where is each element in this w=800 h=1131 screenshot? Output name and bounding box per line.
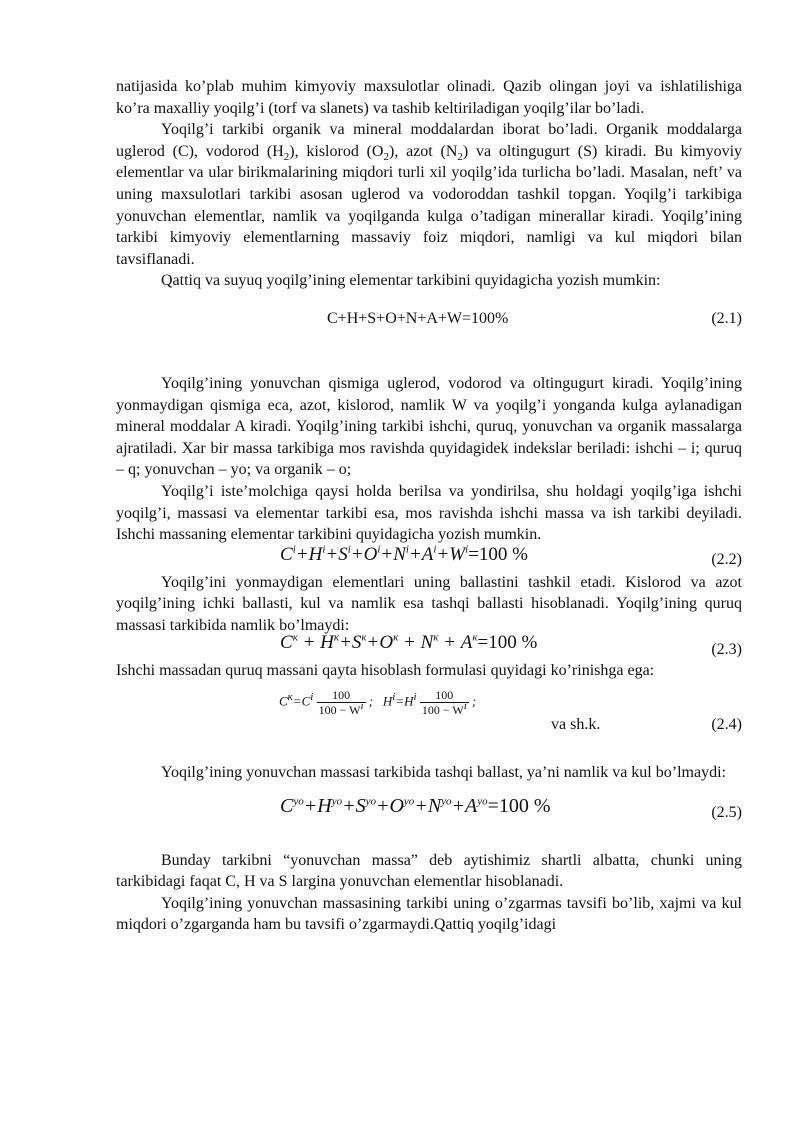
equation-body: $C^к + H^к+S^к+O^к + N^к + A^к=100$ % [280, 632, 538, 654]
equation-note: va sh.k. [551, 716, 601, 734]
equation-number: (2.3) [711, 641, 742, 659]
equation-number: (2.5) [711, 803, 742, 821]
paragraph-1: natijasida ko’plab muhim kimyoviy maxsulotlar olinadi. Qazib olingan joyi va ishlatilishiga ko’ra maxalliy yoqilg’i (torf va slanets) va tashib keltiriladigan yoqilg’ilar bo’ladi. [116, 78, 742, 117]
paragraph-8: Yoqilg’ining yonuvchan massasi tarkibida tashqi ballast, ya’ni namlik va kul bo’lmaydi: [161, 764, 726, 782]
equation-2-5 [116, 784, 742, 834]
equation-body: $C^к=C^i$ $\frac{100}{100 - W^i}$ ; $H^i=H^i$ $\frac{100}{100 - W^i}$ ; [279, 688, 477, 718]
fraction: $\frac{100}{100 - W^i}$ [318, 688, 364, 718]
document-page [116, 76, 742, 936]
equation-body: $C^{yo}+H^{yo}+S^{yo}+O^{yo}+N^{yo}+A^{yo}=100$ % [280, 794, 551, 817]
paragraph-7: Ishchi massadan quruq massani qayta hisoblash formulasi quyidagi ko’rinishga ega: [116, 662, 655, 680]
fraction: $\frac{100}{100 - W^i}$ [421, 688, 467, 718]
equation-body: $C^i+H^i+S^i+O^i+N^i+A^i+W^i=100$ % [280, 543, 528, 565]
equation-2-2 [116, 543, 742, 572]
paragraph-5: Yoqilg’i iste’molchiga qaysi holda berilsa va yondirilsa, shu holdagi yoqilg’iga ishchi yoqilg’i, massasi va elementar tarkibi esa, mos ravishda ishchi massa va ish tarkibi deyiladi. Ishchi massaning elementar tarkibini quyidagicha yozish mumkin. [116, 482, 742, 544]
equation-number: (2.4) [711, 716, 742, 734]
paragraph-9: Bunday tarkibni “yonuvchan massa” deb aytishimiz shartli albatta, chunki uning tarkibidagi faqat C, H va S largina yonuvchan elementlar hisoblanadi. [116, 851, 742, 891]
paragraph-6: Yoqilg’ini yonmaydigan elementlari uning ballastini tashkil etadi. Kislorod va azot yoqilg’ining ichki ballasti, kul va namlik esa tashqi ballasti hisoblanadi. Yoqilg’ining quruq massasi tarkibida namlik bo’lmaydi: [116, 573, 742, 634]
paragraph-10: Yoqilg’ining yonuvchan massasining tarkibi uning o’zgarmas tavsifi bo’lib, xajmi va kul miqdori o’zgarganda ham bu tavsifi o’zgarmaydi.Qattiq yoqilg’idagi [116, 894, 742, 934]
equation-2-1 [116, 292, 742, 346]
equation-body: C+H+S+O+N+A+W=100% [327, 309, 509, 327]
paragraph-4: Yoqilg’ining yonuvchan qismiga uglerod, vodorod va oltingugurt kiradi. Yoqilg’ining yonmaydigan qismiga eca, azot, kislorod, namlik W va yoqilg’i yonganda kulga aylanadigan mineral moddalar A kiradi. Yoqilg’ining tarkibi ishchi, quruq, yonuvchan va organik massalarga ajratiladi. Xar bir massa tarkibiga mos ravishda quyidagidek indekslar beriladi: ishchi – i; quruq – q; yonuvchan – yo; va organik – o; [116, 374, 742, 479]
equation-number: (2.1) [711, 309, 742, 327]
equation-2-4 [116, 682, 742, 738]
paragraph-2: Yoqilg’i tarkibi organik va mineral moddalardan iborat bo’ladi. Organik moddalarga uglerod (C), vodorod $(H_2)$, kislorod $(O_2)$, azot $(N_2)$ va oltingugurt (S) kiradi. Bu kimyoviy elementlar va ular birikmalarining miqdori turli xil yoqilg’ida turlicha bo’ladi. Masalan, neft’ va uning maxsulotlari tarkibi asosan uglerod va vodoroddan tashkil topgan. Yoqilg’i tarkibiga yonuvchan elementlar, namlik va yoqilganda kulga o’tadigan minerallar kiradi. Yoqilg’ining tarkibi kimyoviy elementlarning massaviy foiz miqdori, namligi va kul miqdori bilan tavsiflanadi. [116, 121, 743, 268]
equation-number: (2.2) [711, 550, 742, 568]
paragraph-3: Qattiq va suyuq yoqilg’ining elementar tarkibini quyidagicha yozish mumkin: [161, 272, 661, 290]
equation-2-3 [116, 632, 742, 660]
